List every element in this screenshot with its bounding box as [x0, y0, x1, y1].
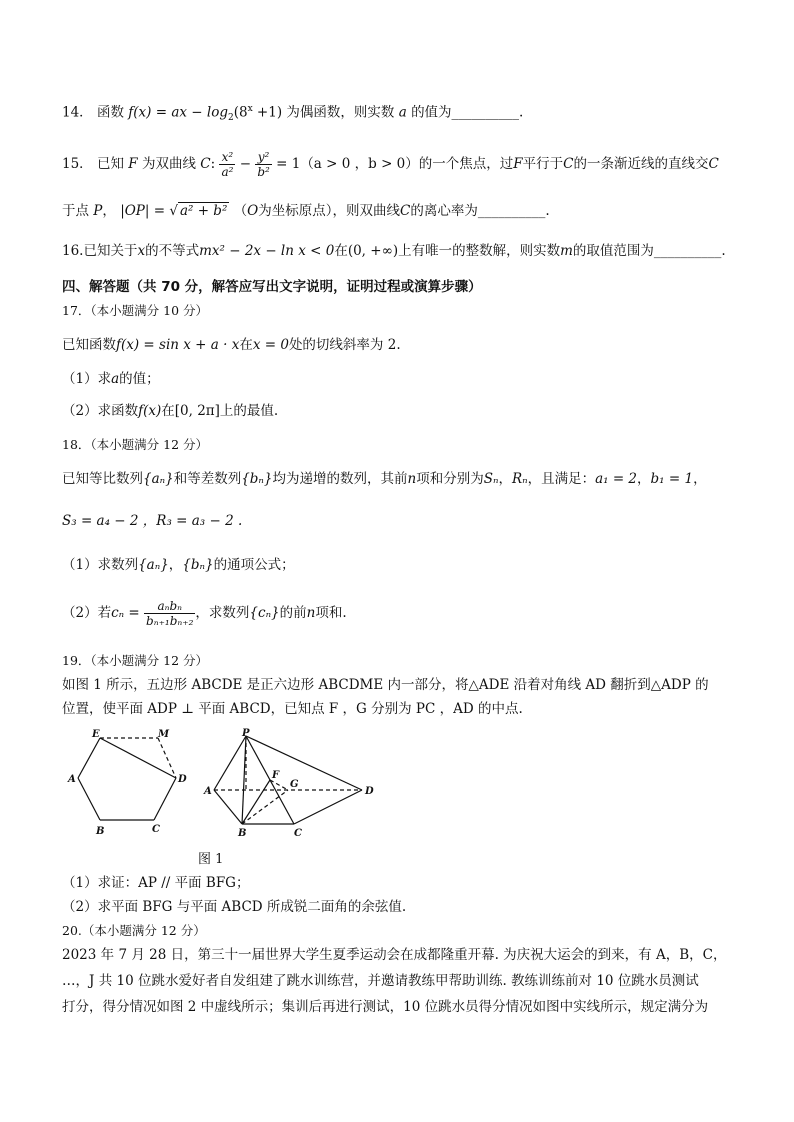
label-C: C: [152, 824, 160, 835]
edge-AB: [214, 790, 242, 824]
question-18-stem-line-2: S₃ = a₄ − 2 ，R₃ = a₃ − 2 .: [62, 513, 243, 529]
question-20-heading: 20.（本小题满分 12 分）: [62, 923, 206, 938]
label-F: F: [272, 770, 280, 781]
question-20-stem-line-2: …，J 共 10 位跳水爱好者自发组建了跳水训练营，并邀请教练甲帮助训练. 教练训练前对 10 位跳水员测试: [62, 973, 699, 989]
question-14: 14． 函数 f(x) = ax − $\log_2(8^x +1)$ 为偶函数，则实数 a 的值为__________.: [62, 104, 524, 124]
edge-PD: [246, 736, 362, 790]
question-17-heading: 17．（本小题满分 10 分）: [62, 303, 209, 318]
fraction-cn: $\frac{\text{aₙbₙ}}{\text{bₙ₊₁bₙ₊₂}}$: [146, 599, 194, 628]
answer-blank: 的值为__________.: [411, 104, 524, 121]
section-heading: 四、解答题（共 70 分，解答应写出文字说明，证明过程或演算步骤）: [62, 279, 482, 295]
label-P: P: [242, 728, 250, 739]
question-18-stem: 已知等比数列{aₙ}和等差数列{bₙ}均为递增的数列，其前n项和分别为Sₙ，Rₙ，且满足：a₁ = 2，b₁ = 1，: [62, 471, 707, 487]
label-D: D: [178, 774, 187, 785]
sqrt-symbol: √: [169, 203, 178, 219]
question-15-line-2: 于点 P， |OP| = √ a² + b² （O为坐标原点），则双曲线C的离心率为__________.: [62, 203, 550, 219]
pyramid-figure: [214, 736, 362, 824]
edge-BG: [242, 790, 288, 824]
edge-PA: [214, 736, 246, 790]
question-17-part-1: （1）求a的值；: [62, 371, 160, 387]
label-B2: B: [238, 828, 247, 838]
question-number: 16.: [62, 243, 84, 259]
question-18-heading: 18．（本小题满分 12 分）: [62, 437, 209, 452]
question-19-part-2: （2）求平面 BFG 与平面 ABCD 所成锐二面角的余弦值.: [62, 899, 407, 915]
question-20-stem: 2023 年 7 月 28 日，第三十一届世界大学生夏季运动会在成都隆重开幕. 为庆祝大运会的到来，有 A，B，C，: [62, 947, 727, 963]
question-17-stem: 已知函数f(x) = sin x + a · x在x = 0处的切线斜率为 2.: [62, 337, 401, 353]
figure-1: [62, 728, 382, 838]
question-19-heading: 19．（本小题满分 12 分）: [62, 653, 209, 668]
label-E: E: [92, 729, 100, 740]
question-18-part-2: （2）若cₙ = $\frac{\text{aₙbₙ}}{\text{bₙ₊₁bₙ₊₂}}$ ，求数列{cₙ}的前n项和.: [62, 599, 347, 628]
question-17-part-2: （2）求函数f(x)在[0, 2π]上的最值.: [62, 403, 279, 419]
answer-blank: 的取值范围为__________.: [572, 243, 726, 259]
answer-blank: 的离心率为__________.: [410, 203, 550, 219]
edge-AB: [78, 778, 100, 820]
edge-EA: [78, 738, 100, 778]
hexagon-figure: [78, 738, 176, 820]
question-20-stem-line-3: 打分，得分情况如图 2 中虚线所示；集训后再进行测试，10 位跳水员得分情况如图中实线所示，规定满分为: [62, 999, 709, 1015]
question-19-stem: 如图 1 所示，五边形 ABCDE 是正六边形 ABCDME 内一部分，将△ADE 沿着对角线 AD 翻折到△ADP 的: [62, 677, 709, 693]
question-19-stem-line-2: 位置，使平面 ADP ⊥ 平面 ABCD，已知点 F ，G 分别为 PC ，AD 的中点.: [62, 701, 523, 717]
edge-CD: [294, 790, 362, 824]
fraction-x2-a2: $\frac{\text{x²}}{\text{a²}}$: [221, 150, 234, 179]
edge-ED: [100, 738, 176, 778]
label-C2: C: [294, 828, 302, 838]
label-G: G: [290, 779, 299, 790]
label-A: A: [68, 774, 76, 785]
edge-MD: [158, 738, 176, 778]
label-B: B: [96, 826, 105, 837]
question-18-part-1: （1）求数列{aₙ}，{bₙ}的通项公式；: [62, 557, 295, 573]
figure-caption: 图 1: [198, 852, 224, 867]
label-D2: D: [365, 786, 374, 797]
label-A2: A: [204, 786, 212, 797]
fraction-y2-b2: $\frac{\text{y²}}{\text{b²}}$: [257, 150, 270, 179]
question-15: 15． 已知 F 为双曲线 C: $\frac{\text{x²}}{\text{a²}}$ − $\frac{\text{y²}}{\text{b²}}$ = 1（a > 0 ，b > 0）的一个焦点，过F平行于C的一条渐近线的直线交C: [62, 150, 719, 179]
label-M: M: [158, 729, 170, 740]
edge-CD: [154, 778, 176, 820]
question-number: 15．: [62, 156, 93, 172]
question-19-part-1: （1）求证：AP // 平面 BFG；: [62, 875, 250, 891]
question-16: 16.已知关于x的不等式mx² − 2x − ln x < 0在(0, +∞)上有唯一的整数解，则实数m的取值范围为__________.: [62, 243, 726, 259]
question-number: 14．: [62, 104, 93, 121]
